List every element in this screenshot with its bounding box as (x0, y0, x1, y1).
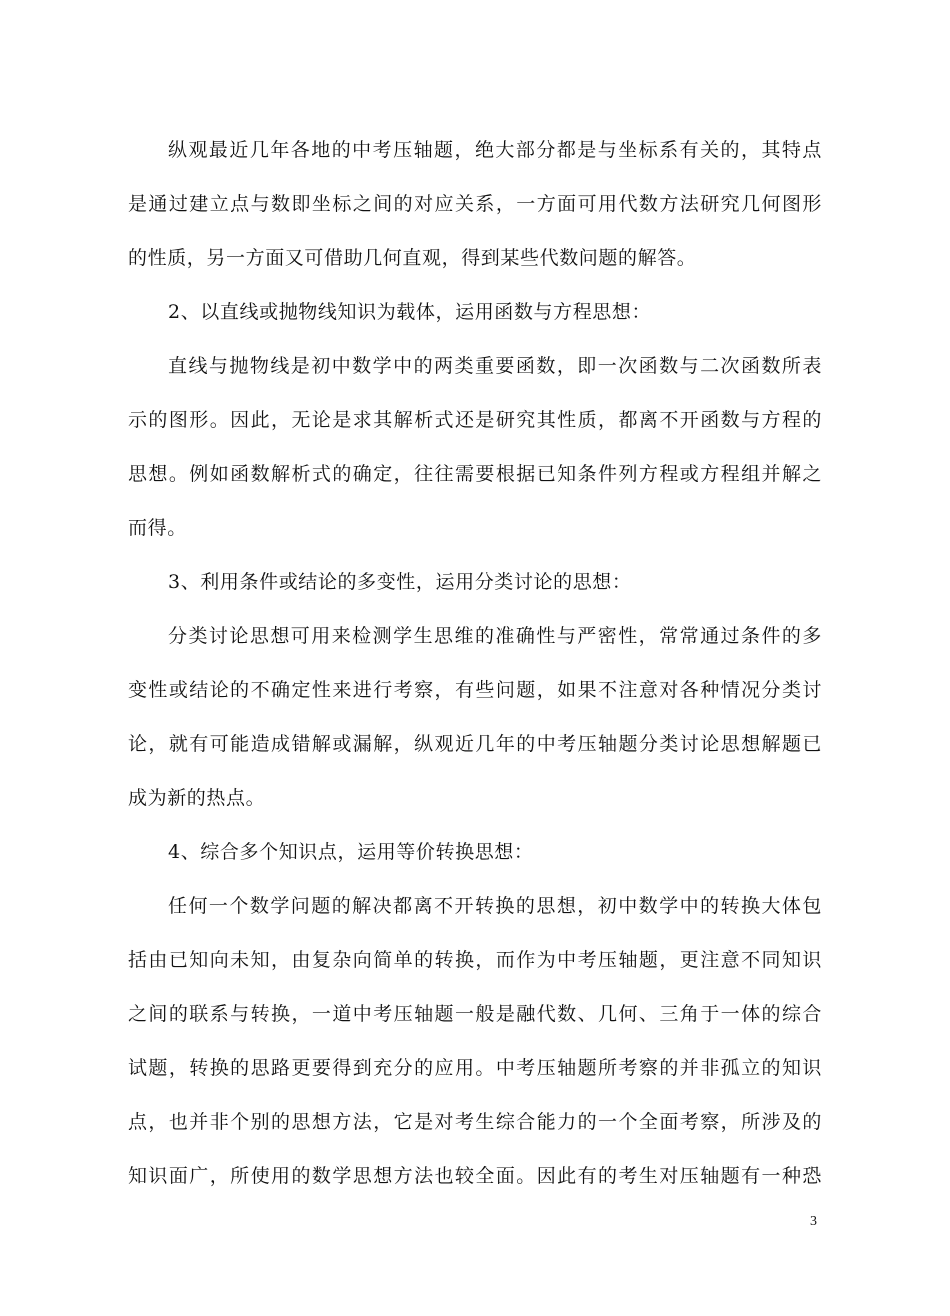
paragraph-line: 括由已知向未知，由复杂向简单的转换，而作为中考压轴题，更注意不同知识 (128, 949, 822, 971)
paragraph-line: 示的图形。因此，无论是求其解析式还是研究其性质，都离不开函数与方程的 (128, 409, 822, 431)
section-heading: 2、以直线或抛物线知识为载体，运用函数与方程思想： (168, 301, 652, 323)
paragraph-line: 任何一个数学问题的解决都离不开转换的思想，初中数学中的转换大体包 (168, 895, 822, 917)
paragraph-line: 而得。 (128, 517, 187, 539)
paragraph-line: 思想。例如函数解析式的确定，往往需要根据已知条件列方程或方程组并解之 (128, 463, 822, 485)
paragraph-line: 纵观最近几年各地的中考压轴题，绝大部分都是与坐标系有关的，其特点 (168, 139, 822, 161)
paragraph-line: 成为新的热点。 (128, 787, 266, 809)
paragraph-line: 分类讨论思想可用来检测学生思维的准确性与严密性，常常通过条件的多 (168, 625, 822, 647)
paragraph-line: 知识面广，所使用的数学思想方法也较全面。因此有的考生对压轴题有一种恐 (128, 1165, 822, 1187)
paragraph-line: 点，也并非个别的思想方法，它是对考生综合能力的一个全面考察，所涉及的 (128, 1111, 822, 1133)
section-heading: 4、综合多个知识点，运用等价转换思想： (168, 841, 534, 863)
paragraph-line: 直线与抛物线是初中数学中的两类重要函数，即一次函数与二次函数所表 (168, 355, 822, 377)
page-number: 3 (810, 1214, 817, 1229)
paragraph-line: 的性质，另一方面又可借助几何直观，得到某些代数问题的解答。 (128, 247, 697, 269)
paragraph-line: 论，就有可能造成错解或漏解，纵观近几年的中考压轴题分类讨论思想解题已 (128, 733, 822, 755)
paragraph-line: 是通过建立点与数即坐标之间的对应关系，一方面可用代数方法研究几何图形 (128, 193, 822, 215)
paragraph-line: 变性或结论的不确定性来进行考察，有些问题，如果不注意对各种情况分类讨 (128, 679, 822, 701)
paragraph-line: 之间的联系与转换，一道中考压轴题一般是融代数、几何、三角于一体的综合 (128, 1003, 822, 1025)
section-heading: 3、利用条件或结论的多变性，运用分类讨论的思想： (168, 571, 632, 593)
paragraph-line: 试题，转换的思路更要得到充分的应用。中考压轴题所考察的并非孤立的知识 (128, 1057, 822, 1079)
